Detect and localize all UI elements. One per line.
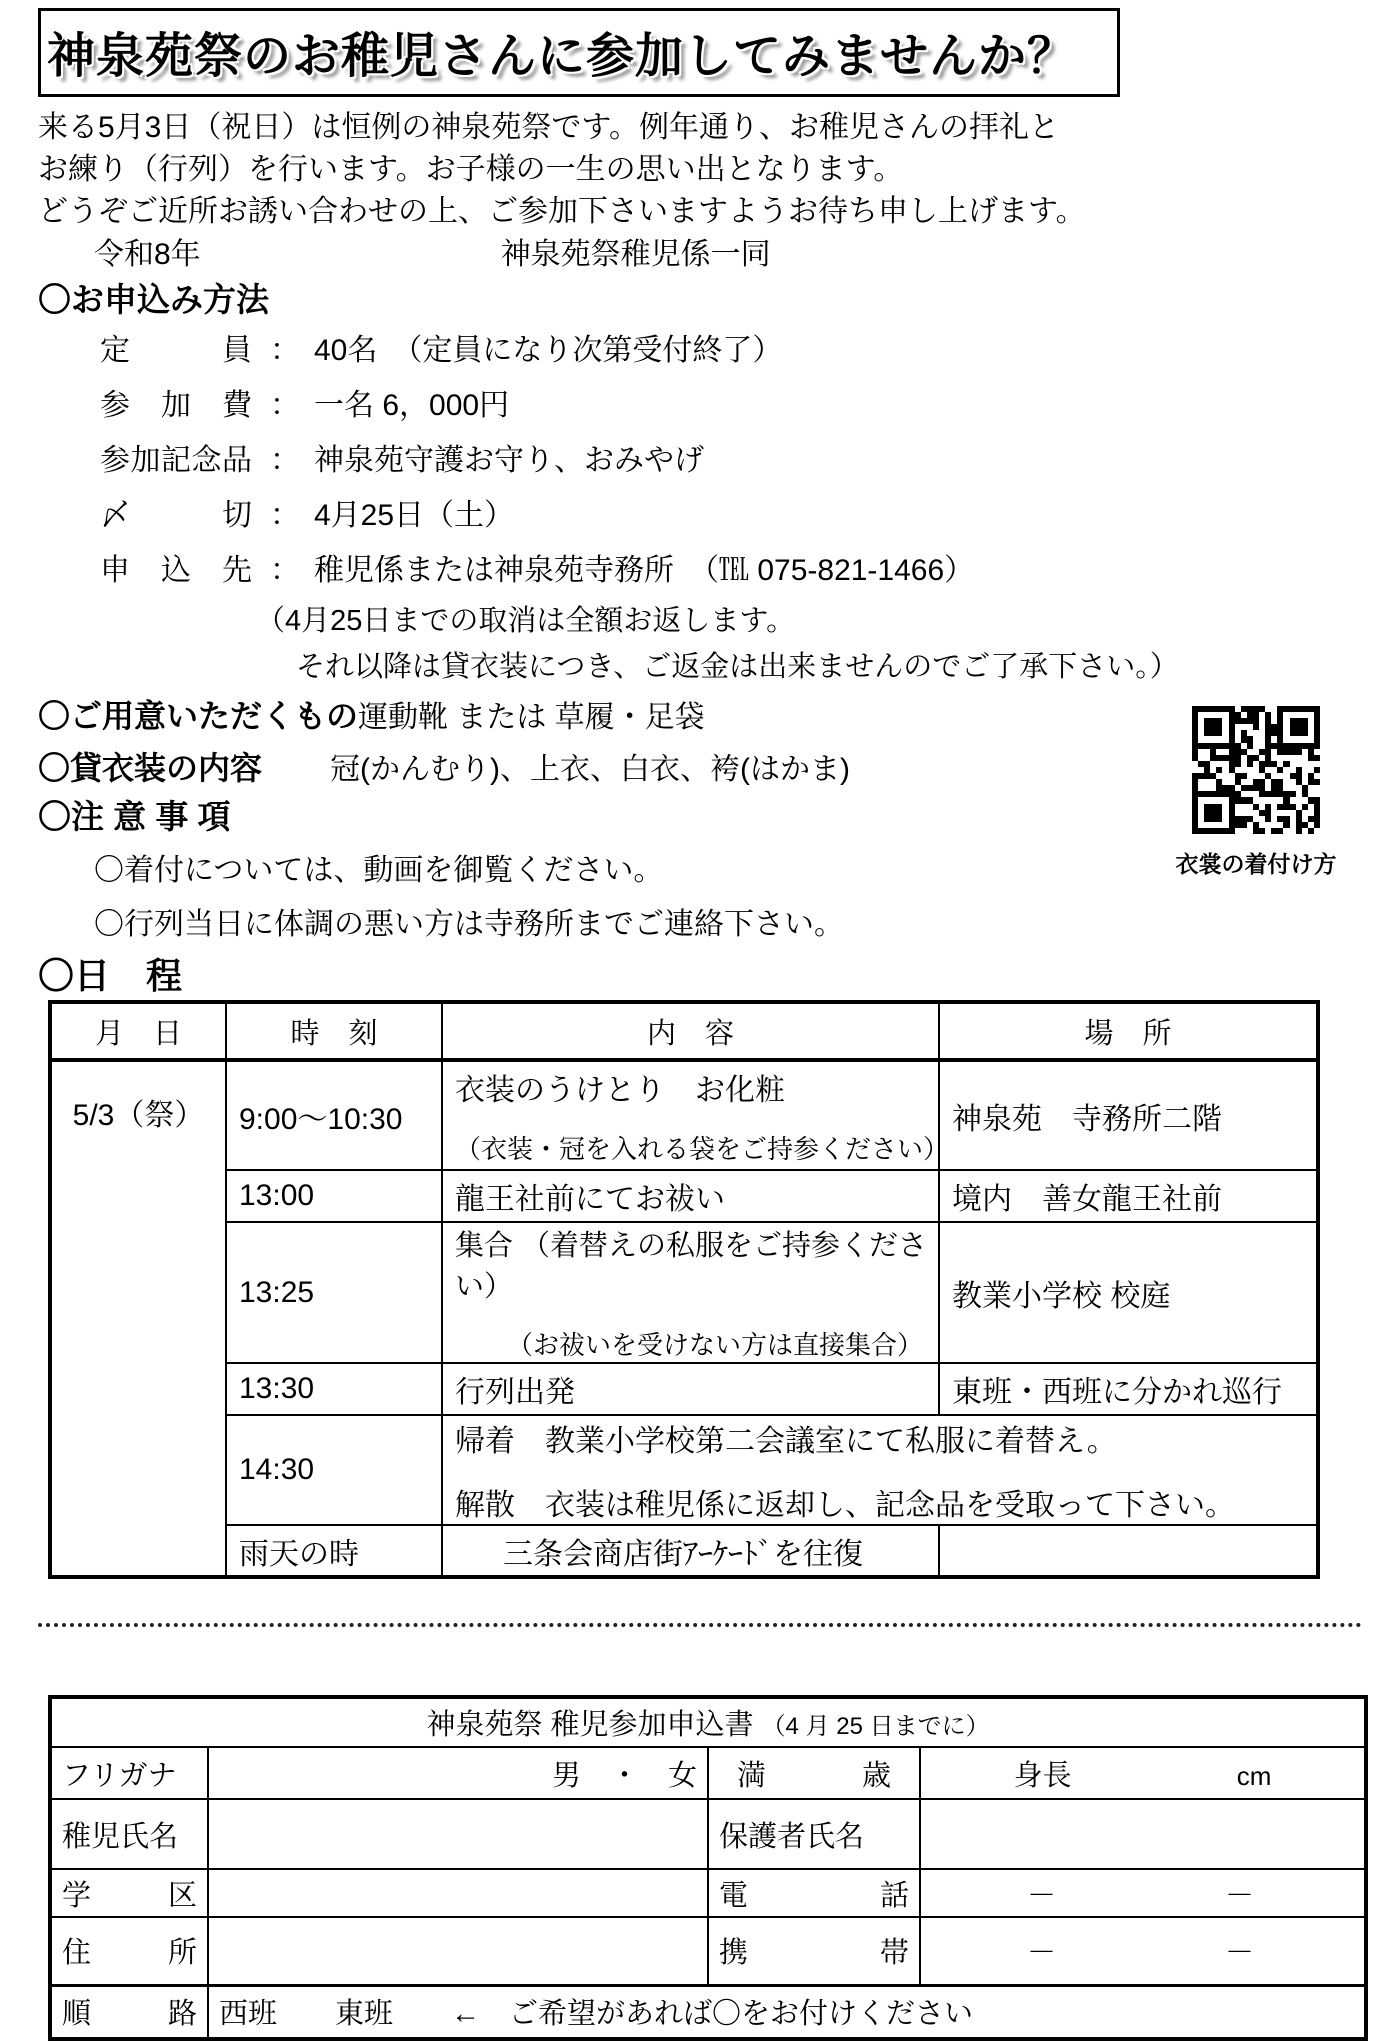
content-cell (442, 1060, 950, 1170)
mobile-field: － － (920, 1917, 1366, 1985)
fee-value: 一名 6，000円 (314, 389, 510, 422)
place-cell: 境内 善女龍王社前 (939, 1170, 1318, 1222)
souvenir-value: 神泉苑守護お守り、おみやげ (314, 444, 704, 477)
intro-paragraph (38, 107, 1362, 233)
route-field: 西班 東班 ← ご希望があれば〇をお付けください (208, 1985, 1366, 2039)
height-label: 身長 (1013, 1759, 1072, 1792)
schedule-heading: 〇日 程 (38, 955, 183, 996)
dotted-divider (38, 1623, 1362, 1627)
form-row-route (50, 1985, 1366, 2039)
time-cell: 13:30 (226, 1363, 442, 1415)
apply-row-capacity (100, 323, 1362, 378)
form-title: 神泉苑祭 稚児参加申込書 (426, 1709, 754, 1741)
apply-row-fee (100, 378, 1362, 433)
souvenir-label: 参加記念品 (100, 444, 252, 477)
content-cell (442, 1525, 939, 1577)
contact-label: 申 込 先 (100, 554, 252, 587)
age-label: 満 (737, 1759, 767, 1792)
phone-label: 電 話 (708, 1869, 920, 1917)
separator: ： (270, 444, 300, 477)
intro-line-2: お練り（行列）を行います。お子様の一生の思い出となります。 (38, 153, 904, 186)
header-time: 時 刻 (226, 1002, 442, 1060)
note-item-video: 〇着付については、動画を御覧ください。 (94, 854, 664, 887)
schedule-table (48, 1000, 1320, 1579)
separator: ： (270, 389, 300, 422)
signature-label: 神泉苑祭稚児係一同 (500, 238, 771, 271)
age-cell (708, 1747, 920, 1799)
content-cell: 行列出発 (442, 1363, 939, 1415)
guardian-name-field (920, 1799, 1366, 1869)
cancel-note-2: それ以降は貸衣装につき、ご返金は出来ませんのでご了承下さい。） (296, 651, 1179, 683)
guardian-name-label: 保護者氏名 (708, 1799, 920, 1869)
separator: ： (270, 499, 300, 532)
place-cell (939, 1525, 1318, 1577)
qr-caption: 衣裳の着付け方 (1175, 851, 1337, 877)
separator: ： (270, 554, 300, 587)
form-title-row (50, 1697, 1366, 1747)
content-line: 衣装のうけとり お化粧 (455, 1074, 785, 1107)
content-line: 解散 衣装は稚児係に返却し、記念品を受取って下さい。 (455, 1489, 1235, 1522)
prepare-heading: 〇ご用意いただくもの (38, 698, 359, 734)
form-row-names (50, 1799, 1366, 1869)
era-label: 令和8年 (94, 238, 201, 271)
schedule-row-3 (50, 1222, 1318, 1363)
notes-heading: 〇注 意 事 項 (38, 798, 231, 835)
time-cell: 13:25 (226, 1222, 442, 1363)
child-name-label: 稚児氏名 (50, 1799, 208, 1869)
schedule-date: 5/3（祭） (50, 1060, 226, 1577)
address-field (208, 1917, 708, 1985)
furigana-label: フリガナ (50, 1747, 208, 1799)
contact-value: 稚児係または神泉苑寺務所 （℡ 075-821-1466） (314, 554, 975, 587)
prepare-value: 運動靴 または 草履・足袋 (358, 701, 705, 734)
apply-row-souvenir (100, 433, 1362, 488)
fee-label: 参 加 費 (100, 389, 252, 422)
apply-rows (100, 323, 1362, 598)
schedule-row-4 (50, 1363, 1318, 1415)
separator: ： (270, 334, 300, 367)
age-unit: 歳 (861, 1759, 891, 1792)
content-cell (442, 1222, 939, 1363)
application-form (48, 1695, 1368, 2041)
deadline-value: 4月25日（土） (314, 499, 515, 532)
content-line: 帰着 教業小学校第二会議室にて私服に着替え。 (455, 1425, 1117, 1458)
intro-line-3: どうぞご近所お誘い合わせの上、ご参加下さいますようお待ち申し上げます。 (38, 195, 1086, 228)
form-row-furigana (50, 1747, 1366, 1799)
intro-line-1: 来る5月3日（祝日）は恒例の神泉苑祭です。例年通り、お稚児さんの拝礼と (38, 111, 1059, 144)
content-subline: （衣装・冠を入れる袋をご持参ください） (455, 1134, 950, 1164)
costume-heading: 〇貸衣装の内容 (38, 750, 263, 786)
time-cell: 9:00～10:30 (226, 1060, 442, 1170)
gender-options: 男 ・ 女 (551, 1759, 697, 1792)
form-title-cell (50, 1697, 1366, 1747)
place-cell: 神泉苑 寺務所二階 (939, 1060, 1318, 1170)
time-cell: 雨天の時 (226, 1525, 442, 1577)
place-cell: 東班・西班に分かれ巡行 (939, 1363, 1318, 1415)
form-row-address (50, 1917, 1366, 1985)
title-box (38, 8, 1120, 97)
place-cell: 教業小学校 校庭 (939, 1222, 1318, 1363)
schedule-row-2 (50, 1170, 1318, 1222)
route-label: 順 路 (50, 1985, 208, 2039)
apply-heading: 〇お申込み方法 (38, 281, 269, 318)
form-row-district (50, 1869, 1366, 1917)
note-item-health: 〇行列当日に体調の悪い方は寺務所までご連絡下さい。 (94, 908, 844, 941)
content-subline: （お祓いを受けない方は直接集合） (507, 1330, 924, 1360)
content-line: 三条会商店街ｱｰｹｰﾄﾞを往復 (503, 1537, 863, 1571)
deadline-label: 〆 切 (100, 499, 252, 532)
qr-block (1158, 706, 1354, 879)
content-line: 集合 （着替えの私服をご持参ください） (455, 1230, 928, 1303)
schedule-row-rain (50, 1525, 1318, 1577)
qr-code (1192, 706, 1320, 834)
header-date: 月 日 (50, 1002, 226, 1060)
content-cell: 龍王社前にてお祓い (442, 1170, 939, 1222)
form-title-note: （4 月 25 日までに） (761, 1713, 990, 1740)
costume-value: 冠(かんむり)、上衣、白衣、袴(はかま) (330, 753, 850, 786)
time-cell: 14:30 (226, 1415, 442, 1525)
phone-field: － － (920, 1869, 1366, 1917)
height-unit: cm (1236, 1760, 1272, 1791)
district-label: 学 区 (50, 1869, 208, 1917)
height-cell (920, 1747, 1366, 1799)
schedule-row-1 (50, 1060, 1318, 1170)
furigana-field (208, 1747, 708, 1799)
district-field (208, 1869, 708, 1917)
cancel-note-1: （4月25日までの取消は全額お返します。 (256, 605, 796, 637)
page-title: 神泉苑祭のお稚児さんに参加してみませんか？ (47, 30, 1077, 83)
era-signature-line (38, 233, 1362, 277)
schedule-header-row (50, 1002, 1318, 1060)
apply-row-deadline (100, 488, 1362, 543)
schedule-row-5 (50, 1415, 1318, 1525)
capacity-value: 40名 （定員になり次第受付終了） (314, 334, 783, 367)
mobile-label: 携 帯 (708, 1917, 920, 1985)
time-cell: 13:00 (226, 1170, 442, 1222)
address-label: 住 所 (50, 1917, 208, 1985)
header-place: 場 所 (939, 1002, 1318, 1060)
child-name-field (208, 1799, 708, 1869)
content-cell (442, 1415, 1318, 1525)
header-content: 内 容 (442, 1002, 939, 1060)
capacity-label: 定 員 (100, 334, 252, 367)
apply-row-contact (100, 543, 1362, 598)
